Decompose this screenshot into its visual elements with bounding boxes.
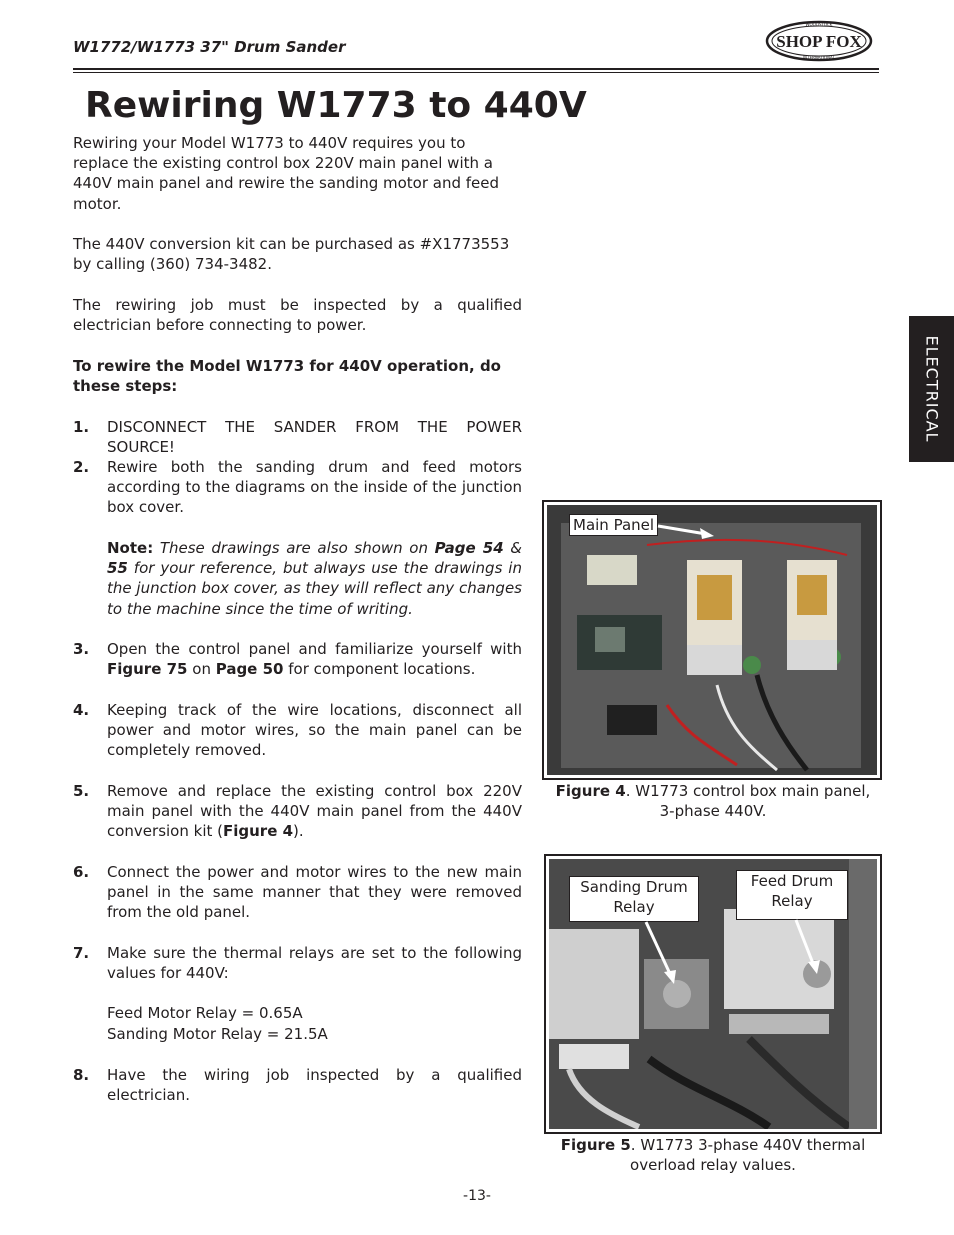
intro-paragraph-3-block xyxy=(73,295,522,335)
figure-ref: Figure 4 xyxy=(223,822,294,841)
document-header-title: W1772/W1773 37" Drum Sander xyxy=(73,38,346,56)
intro-paragraph: Rewiring your Model W1773 to 440V requires you to replace the existing control box 220V main panel with a 440V main panel and rewire the sanding motor and feed motor. xyxy=(73,134,500,213)
step-8 xyxy=(73,1065,522,1105)
control-box-photo xyxy=(547,505,877,775)
step-5 xyxy=(73,781,522,842)
step-4 xyxy=(73,700,522,761)
logo-subtext-top: WOODSTOCK xyxy=(805,22,833,27)
step-text xyxy=(107,639,522,679)
step-text: Connect the power and motor wires to the new main panel in the same manner that they were removed from the old panel. xyxy=(107,863,522,922)
step-text xyxy=(107,781,522,842)
figure-4-photo xyxy=(542,500,882,780)
step-number: 7. xyxy=(73,944,90,962)
note-page-ref: Page 54 xyxy=(434,539,504,557)
step-text: Rewire both the sanding drum and feed motors according to the diagrams on the inside of the junction box cover. xyxy=(107,458,522,517)
page-ref: Page 50 xyxy=(215,660,284,679)
step-2-note xyxy=(73,538,522,619)
step-number: 8. xyxy=(73,1066,90,1084)
instructions-heading: To rewire the Model W1773 for 440V operation, do these steps: xyxy=(73,357,501,396)
step-number: 2. xyxy=(73,458,90,476)
note-text xyxy=(107,538,522,619)
caption-text: . W1773 control box main panel, 3-phase 440V. xyxy=(625,782,871,820)
step-text-part: ). xyxy=(293,822,304,841)
figure-5-photo xyxy=(544,854,882,1134)
note-text-part: for your reference, but always use the drawings in the junction box cover, as they will reflect any changes to the machine since the time of writing. xyxy=(107,559,522,618)
shop-fox-logo xyxy=(765,20,873,62)
step-number: 4. xyxy=(73,701,90,719)
note-page-ref: 55 xyxy=(107,559,128,578)
step-text-part: Open the control panel and familiarize yourself with xyxy=(107,640,522,658)
page-number: -13- xyxy=(463,1188,491,1204)
page-title: Rewiring W1773 to 440V xyxy=(85,85,587,126)
section-tab xyxy=(909,316,954,462)
step-number: 1. xyxy=(73,418,90,436)
step-text-part: on xyxy=(192,660,211,679)
step-6 xyxy=(73,862,522,923)
steps-list xyxy=(73,417,522,1117)
sanding-drum-relay-callout: Sanding Drum Relay xyxy=(569,876,699,922)
caption-label: Figure 4 xyxy=(555,782,626,800)
step-text: Make sure the thermal relays are set to the following values for 440V: xyxy=(107,944,522,983)
step-text-part: for component locations. xyxy=(288,660,476,679)
step-3 xyxy=(73,639,522,679)
sanding-motor-relay-value: Sanding Motor Relay = 21.5A xyxy=(107,1024,328,1043)
logo-subtext-bottom: INTERNATIONAL xyxy=(802,55,836,60)
step-text: Have the wiring job inspected by a qualified electrician. xyxy=(107,1066,522,1105)
intro-paragraph-1-block xyxy=(73,133,522,214)
note-amp: & xyxy=(510,539,522,557)
step-text: Keeping track of the wire locations, disconnect all power and motor wires, so the main panel can be completely removed. xyxy=(107,701,522,760)
intro-paragraph-2-block xyxy=(73,234,522,274)
intro-paragraph: The 440V conversion kit can be purchased as #X1773553 by calling (360) 734-3482. xyxy=(73,235,510,274)
relay-callout-arrows xyxy=(546,856,880,1132)
step-2 xyxy=(73,457,522,518)
note-text-part: These drawings are also shown on xyxy=(159,539,428,557)
figure-5-caption xyxy=(548,1135,878,1175)
intro-paragraph: The rewiring job must be inspected by a qualified electrician before connecting to power. xyxy=(73,296,522,335)
step-text-part: Remove and replace the existing control box 220V main panel with the 440V main panel from the 440V conversion kit ( xyxy=(107,782,522,841)
section-tab-label: ELECTRICAL xyxy=(922,335,941,443)
figure-ref: Figure 75 xyxy=(107,660,188,679)
main-panel-callout: Main Panel xyxy=(569,514,658,536)
caption-text: . W1773 3-phase 440V thermal overload relay values. xyxy=(630,1136,866,1174)
callout-arrow xyxy=(656,520,716,540)
header-rule xyxy=(73,68,879,70)
control-box-illustration xyxy=(547,505,877,775)
note-label: Note: xyxy=(107,539,154,557)
header-rule-thin xyxy=(73,72,879,73)
figure-4-caption xyxy=(548,781,878,821)
step-number: 6. xyxy=(73,863,90,881)
step-text: DISCONNECT THE SANDER FROM THE POWER SOURCE! xyxy=(107,418,522,457)
logo-text: SHOP FOX xyxy=(776,32,862,51)
step-7 xyxy=(73,943,522,1044)
step-number: 3. xyxy=(73,640,90,658)
instructions-heading-block xyxy=(73,356,522,396)
feed-motor-relay-value: Feed Motor Relay = 0.65A xyxy=(107,1004,303,1023)
step-1 xyxy=(73,417,522,457)
caption-label: Figure 5 xyxy=(560,1136,631,1154)
step-number: 5. xyxy=(73,782,90,800)
feed-drum-relay-callout: Feed Drum Relay xyxy=(736,870,848,920)
